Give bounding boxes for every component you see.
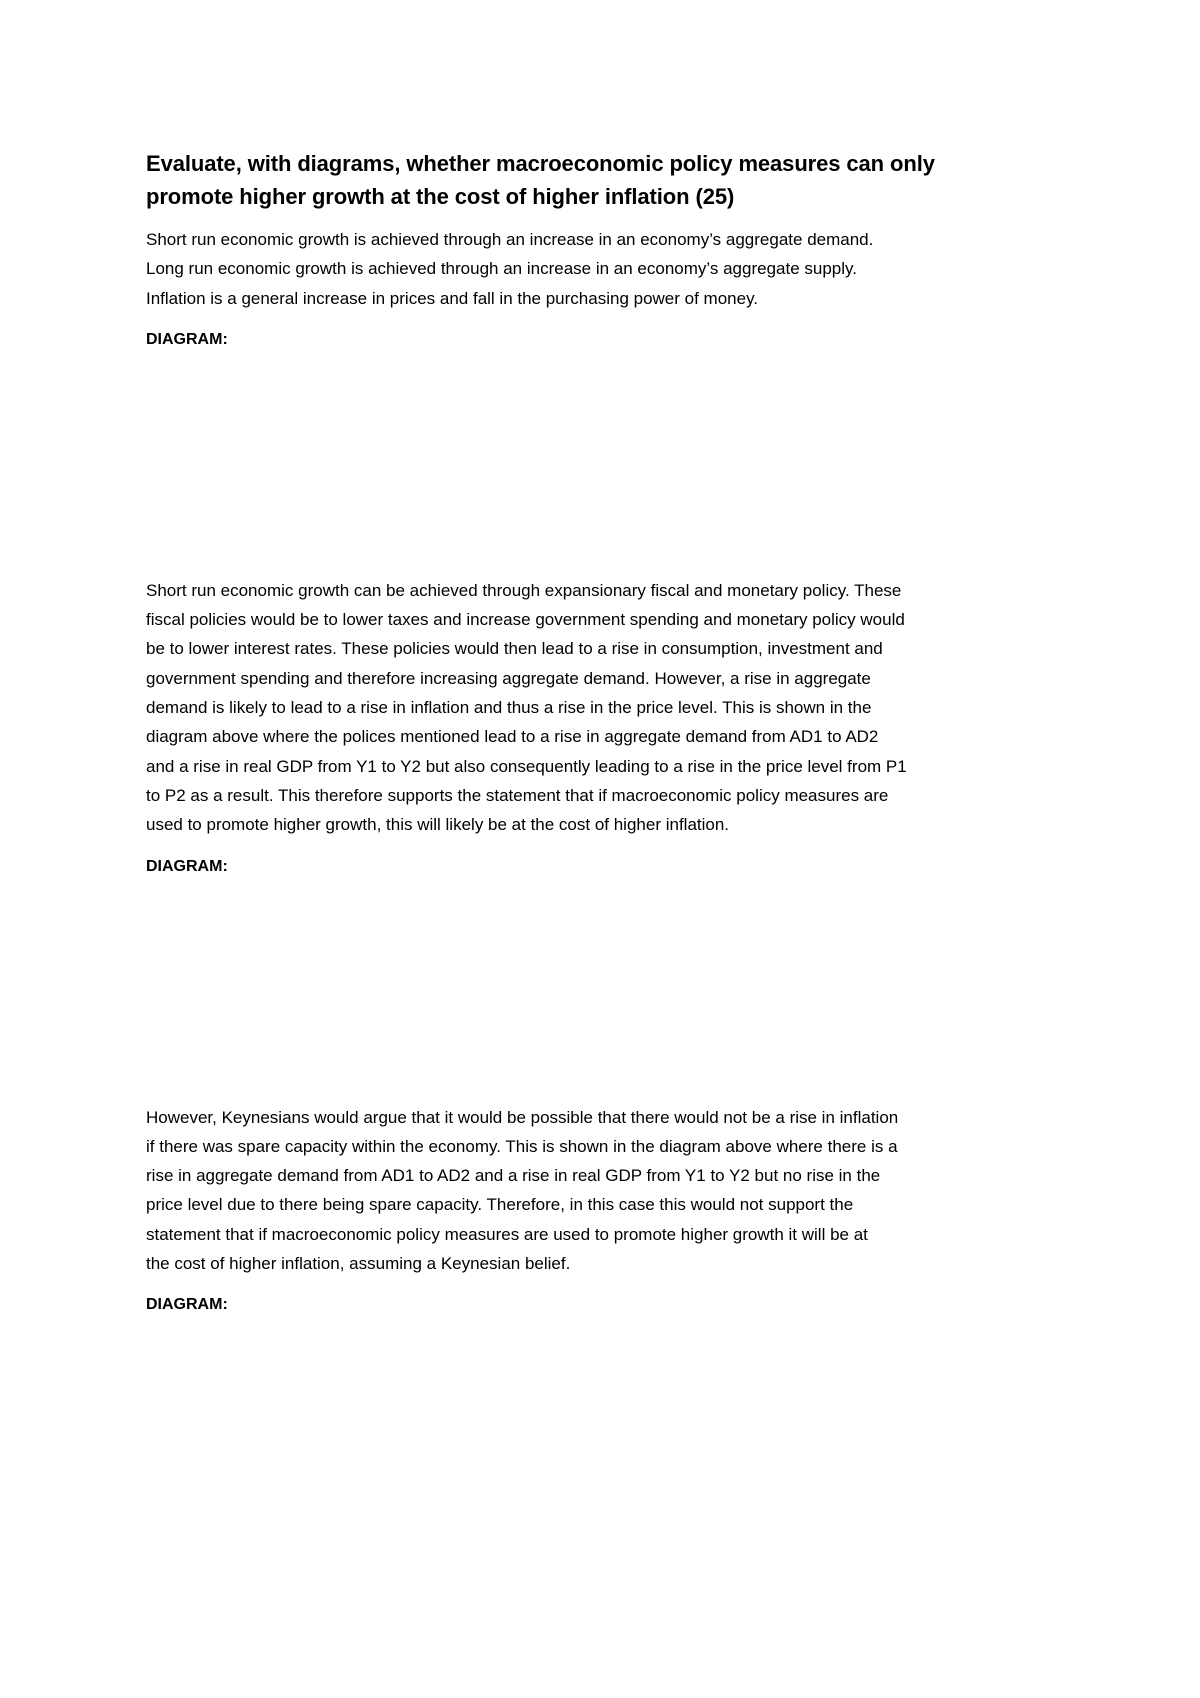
para3-line-2: if there was spare capacity within the economy. This is shown in the diagram above where there is a (146, 1136, 898, 1156)
title-line-2: promote higher growth at the cost of higher inflation (25) (146, 184, 735, 209)
diagram-placeholder-2 (146, 881, 1066, 1103)
para2-line-7: and a rise in real GDP from Y1 to Y2 but also consequently leading to a rise in the price level from P1 (146, 756, 907, 776)
para2-line-9: used to promote higher growth, this will likely be at the cost of higher inflation. (146, 815, 730, 835)
diagram-label-1: DIAGRAM: (146, 330, 228, 348)
intro-line-3: Inflation is a general increase in prices and fall in the purchasing power of money. (146, 288, 759, 308)
para2-line-2: fiscal policies would be to lower taxes and increase government spending and monetary policy would (146, 610, 905, 630)
diagram-label-2: DIAGRAM: (146, 857, 228, 875)
para3-line-1: However, Keynesians would argue that it would be possible that there would not be a rise in inflation (146, 1107, 899, 1127)
para2-line-6: diagram above where the polices mentioned lead to a rise in aggregate demand from AD1 to AD2 (146, 727, 879, 747)
diagram-placeholder-1 (146, 354, 1066, 576)
diagram-placeholder-3 (146, 1319, 1066, 1519)
diagram-label-3: DIAGRAM: (146, 1296, 228, 1314)
intro-paragraph (146, 225, 1066, 313)
intro-line-2: Long run economic growth is achieved through an increase in an economy’s aggregate supply. (146, 259, 857, 279)
para2-line-5: demand is likely to lead to a rise in inflation and thus a rise in the price level. This is shown in the (146, 698, 872, 718)
document-content (146, 147, 1066, 1519)
intro-line-1: Short run economic growth is achieved through an increase in an economy’s aggregate demand. (146, 230, 874, 249)
para3-line-5: statement that if macroeconomic policy measures are used to promote higher growth it will be at (146, 1224, 868, 1244)
keynesian-paragraph (146, 1103, 1066, 1279)
para3-line-6: the cost of higher inflation, assuming a Keynesian belief. (146, 1254, 571, 1274)
para3-line-4: price level due to there being spare capacity. Therefore, in this case this would not support the (146, 1195, 854, 1215)
para2-line-1: Short run economic growth can be achieved through expansionary fiscal and monetary policy. These (146, 580, 902, 600)
para2-line-8: to P2 as a result. This therefore supports the statement that if macroeconomic policy measures are (146, 785, 889, 805)
essay-title (146, 147, 1066, 213)
para3-line-3: rise in aggregate demand from AD1 to AD2 and a rise in real GDP from Y1 to Y2 but no rise in the (146, 1166, 881, 1186)
para2-line-3: be to lower interest rates. These policies would then lead to a rise in consumption, investment and (146, 639, 883, 659)
title-line-1: Evaluate, with diagrams, whether macroeconomic policy measures can only (146, 151, 935, 176)
para2-line-4: government spending and therefore increasing aggregate demand. However, a rise in aggregate (146, 668, 871, 688)
expansionary-policy-paragraph (146, 576, 1066, 840)
